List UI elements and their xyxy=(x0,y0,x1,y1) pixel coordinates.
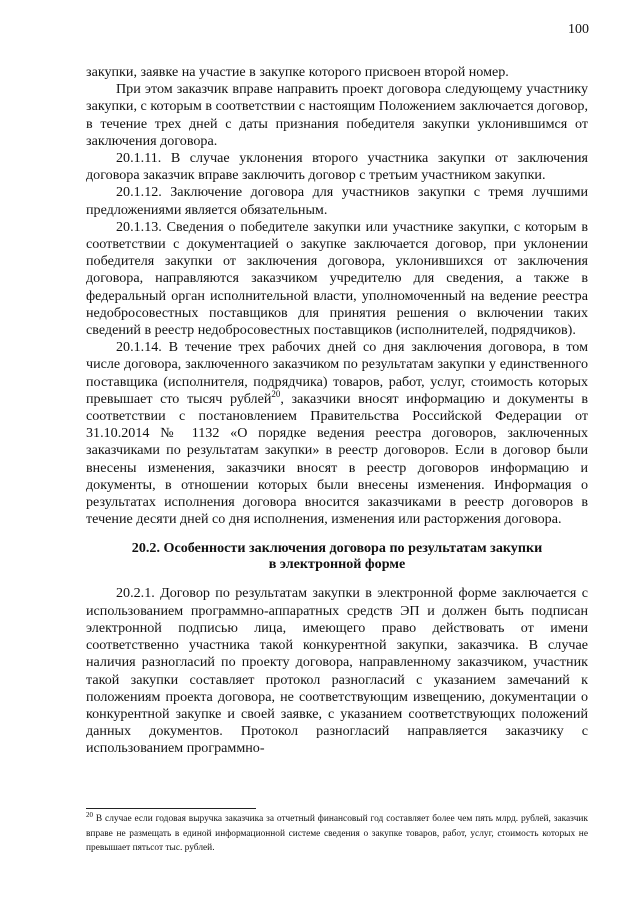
footnote-reference[interactable]: 20 xyxy=(271,388,281,399)
footnote-divider xyxy=(86,808,256,809)
paragraph: 20.1.12. Заключение договора для участников закупки с тремя лучшими предложениями является обязательным. xyxy=(86,184,588,218)
paragraph: 20.1.11. В случае уклонения второго участника закупки от заключения договора заказчик вправе заключить договор с третьим участником закупки. xyxy=(86,150,588,184)
paragraph: При этом заказчик вправе направить проект договора следующему участнику закупки, с которым в соответствии с настоящим Положением заключается договор, в течение трех дней с даты признания победителя закупки уклонившимся от заключения договора. xyxy=(86,81,588,149)
paragraph-text: 20.1.14. В течение трех рабочих дней со дня заключения договора, в том числе договора, заключенного заказчиком по результатам закупки у единственного поставщика (исполнителя, подрядчика) товаров, работ, услуг, стоимость которых превышает сто тысяч рублей xyxy=(86,339,588,407)
footnote xyxy=(86,812,588,856)
section-heading-line: 20.2. Особенности заключения договора по результатам закупки xyxy=(131,540,543,557)
section-heading xyxy=(86,540,588,572)
footnote-mark: 20 xyxy=(86,811,93,819)
paragraph-20-1-14 xyxy=(86,339,588,528)
section-heading-line: в электронной форме xyxy=(268,556,406,573)
footnote-text: В случае если годовая выручка заказчика за отчетный финансовый год составляет более чем пять млрд. рублей, заказчик вправе не размещать в единой информационной системе сведения о закупке товаров, работ, услуг, стоимость которых не превышает пятьсот тыс. рублей. xyxy=(86,814,588,853)
paragraph: закупки, заявке на участие в закупке которого присвоен второй номер. xyxy=(86,64,509,80)
paragraph-text: , заказчики вносят информацию и документы в соответствии с постановлением Правительства Российской Федерации от 31.10.2014 № 1132 «О порядке ведения реестра договоров, заключенных заказчиками по результатам закупки» в реестр договоров. Если в договор были внесены изменения, заказчики вносят в реестр договоров информацию и документы, в отношении которых были внесены изменения. Информация о результатах исполнения договора вносится заказчиками в реестр договоров в течение десяти дней со дня исполнения, изменения или расторжения договора. xyxy=(86,390,589,528)
paragraph-20-2-1: 20.2.1. Договор по результатам закупки в электронной форме заключается с использованием программно-аппаратных средств ЭП и должен быть подписан электронной подписью лица, имеющего право действовать от имени соответственно участника такой конкурентной закупки, заказчика. В случае наличия разногласий по проекту договора, направленному заказчиком, участник такой закупки составляет протокол разногласий с указанием замечаний к положениям проекта договора, не соответствующим извещению, документации о конкурентной закупке и своей заявке, с указанием соответствующих положений данных документов. Протокол разногласий направляется заказчику с использованием программно- xyxy=(86,585,588,757)
page-number: 100 xyxy=(568,22,589,37)
paragraph: 20.1.13. Сведения о победителе закупки или участнике закупки, с которым в соответствии с документацией о закупке заключается договор, при уклонении победителя закупки от заключения договора, уклонившихся от заключения договора, направляются заказчиком учредителю для сведения, а также в федеральный орган исполнительной власти, уполномоченный на ведение реестра недобросовестных поставщиков для принятия решения о включении таких сведений в реестр недобросовестных поставщиков (исполнителей, подрядчиков). xyxy=(86,218,588,339)
page-body xyxy=(86,64,588,758)
